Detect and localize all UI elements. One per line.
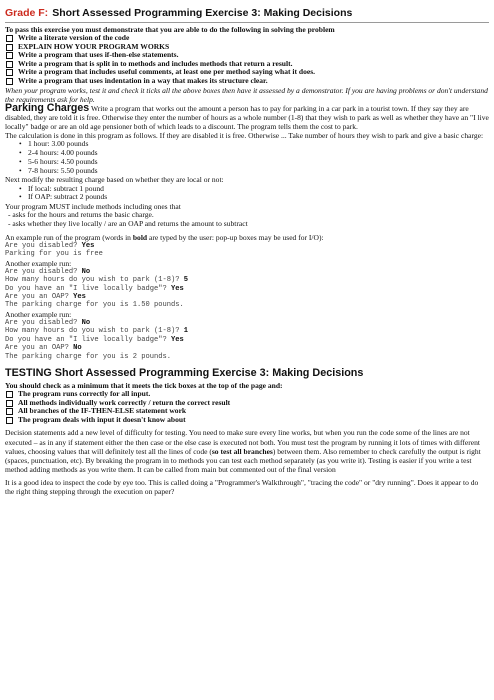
checklist-item: Write a program that uses indentation in a way that makes its structure clear.	[5, 77, 489, 86]
checklist-item: Write a program that includes useful comments, at least one per method saying what it does.	[5, 68, 489, 77]
italic-note: When your program works, test it and check it ticks all the above boxes then have it assessed by a demonstrator. If you are having problems or don't understand the requirements ask for help.	[5, 85, 488, 104]
list-item: • 5-6 hours: 4.50 pounds	[19, 156, 98, 166]
charges-list	[5, 140, 489, 175]
requirements-checklist	[5, 34, 489, 86]
checkbox-icon	[6, 78, 13, 85]
modify-text: Next modify the resulting charge based on whether they are local or not:	[5, 175, 224, 185]
example-run-2: Are you disabled? No How many hours do you wish to park (1-8)? 5 Do you have an "I live locally badge"? Yes Are you an OAP? Yes The parking charge for you is 1.50 pounds.	[5, 267, 189, 310]
list-item: • 2-4 hours: 4.00 pounds	[19, 148, 98, 158]
section-heading-parking: Parking Charges	[5, 101, 90, 114]
discount-list	[5, 185, 489, 203]
another-example-label: Another example run:	[5, 309, 72, 319]
page-title: Short Assessed Programming Exercise 3: Making Decisions	[52, 7, 353, 19]
parking-description: Parking Charges Write a program that works out the amount a person has to pay for parking in a car park in a tourist town. If they say they are disabled, they are told it is free. Otherwise they enter the number of hours as a whole number (1-8) that they wish to park as well as whether they have an "I live locally" badge or are an old age pensioner both of which leads to a discount. The program tells them the cost to park.	[5, 101, 489, 132]
testing-paragraph-2: It is a good idea to inspect the code by eye too. This is called doing a "Programmer's Walkthrough", "tracing the code" or "dry running". Does it appear to do the right thing stepping through the execution on paper?	[5, 477, 479, 496]
checkbox-icon	[6, 417, 13, 424]
example-run-3: Are you disabled? No How many hours do you wish to park (1-8)? 1 Do you have an "I live locally badge"? Yes Are you an OAP? No The parking charge for you is 2 pounds.	[5, 318, 189, 361]
must-include-text: Your program MUST include methods including ones that	[5, 202, 181, 212]
checklist-item: All branches of the IF-THEN-ELSE statement work	[5, 407, 489, 416]
list-item: • If OAP: subtract 2 pounds	[19, 192, 108, 202]
checkbox-icon	[6, 52, 13, 59]
checkbox-icon	[6, 69, 13, 76]
checkbox-icon	[6, 61, 13, 68]
section-heading-testing: TESTING Short Assessed Programming Exercise 3: Making Decisions	[5, 366, 364, 379]
checkbox-icon	[6, 400, 13, 407]
list-item: - asks for the hours and returns the basic charge.	[8, 210, 154, 220]
list-item: • If local: subtract 1 pound	[19, 183, 104, 193]
checklist-item: The program runs correctly for all input.	[5, 390, 489, 399]
list-item: - asks whether they live locally / are an OAP and returns the amount to subtract	[8, 218, 248, 228]
grade-label: Grade F:	[5, 7, 49, 19]
example-intro: An example run of the program (words in bold are typed by the user: pop-up boxes may be used for I/O):	[5, 232, 324, 242]
checklist-item: All methods individually work correctly / return the correct result	[5, 399, 489, 408]
checkbox-icon	[6, 44, 13, 51]
example-run-1: Are you disabled? Yes Parking for you is free	[5, 241, 103, 259]
list-item: • 7-8 hours: 5.50 pounds	[19, 165, 98, 175]
testing-intro: You should check as a minimum that it meets the tick boxes at the top of the page and:	[5, 380, 283, 390]
checklist-item: Write a program that is split in to methods and includes methods that return a result.	[5, 60, 489, 69]
document-page	[5, 3, 489, 496]
checklist-item: Write a literate version of the code	[5, 34, 489, 43]
checkbox-icon	[6, 35, 13, 42]
checkbox-icon	[6, 391, 13, 398]
page-header	[5, 3, 489, 23]
testing-paragraph-1: Decision statements add a new level of difficulty for testing. You need to make sure every line works, but when you run the code some of the lines are not executed – as in any if statement either the then case or the else case is executed not both. You must test the program by running it lots of times with different values, choosing values that will definitely test all the lines of code (so test all branches) between them. Also remember to check carefully the output is right (spaces, punctuation, etc). By breaking the program in to methods you can test each method separately (as you write it). Testing is easier if you write a test method adding methods as you write them. It can be called from main but commented out of the final version	[5, 428, 481, 474]
checkbox-icon	[6, 408, 13, 415]
another-example-label: Another example run:	[5, 258, 72, 268]
checklist-item: EXPLAIN HOW YOUR PROGRAM WORKS	[5, 43, 489, 52]
checklist-item: The program deals with input it doesn't know about	[5, 416, 489, 425]
testing-checklist	[5, 390, 489, 424]
list-item: • 1 hour: 3.00 pounds	[19, 139, 89, 149]
checklist-item: Write a program that uses if-then-else statements.	[5, 51, 489, 60]
intro-text: To pass this exercise you must demonstrate that you are able to do the following in solving the problem	[5, 25, 335, 34]
calculation-text: The calculation is done in this program as follows. If they are disabled it is free. Otherwise ... Take number of hours they wish to park and give a basic charge:	[5, 131, 484, 141]
